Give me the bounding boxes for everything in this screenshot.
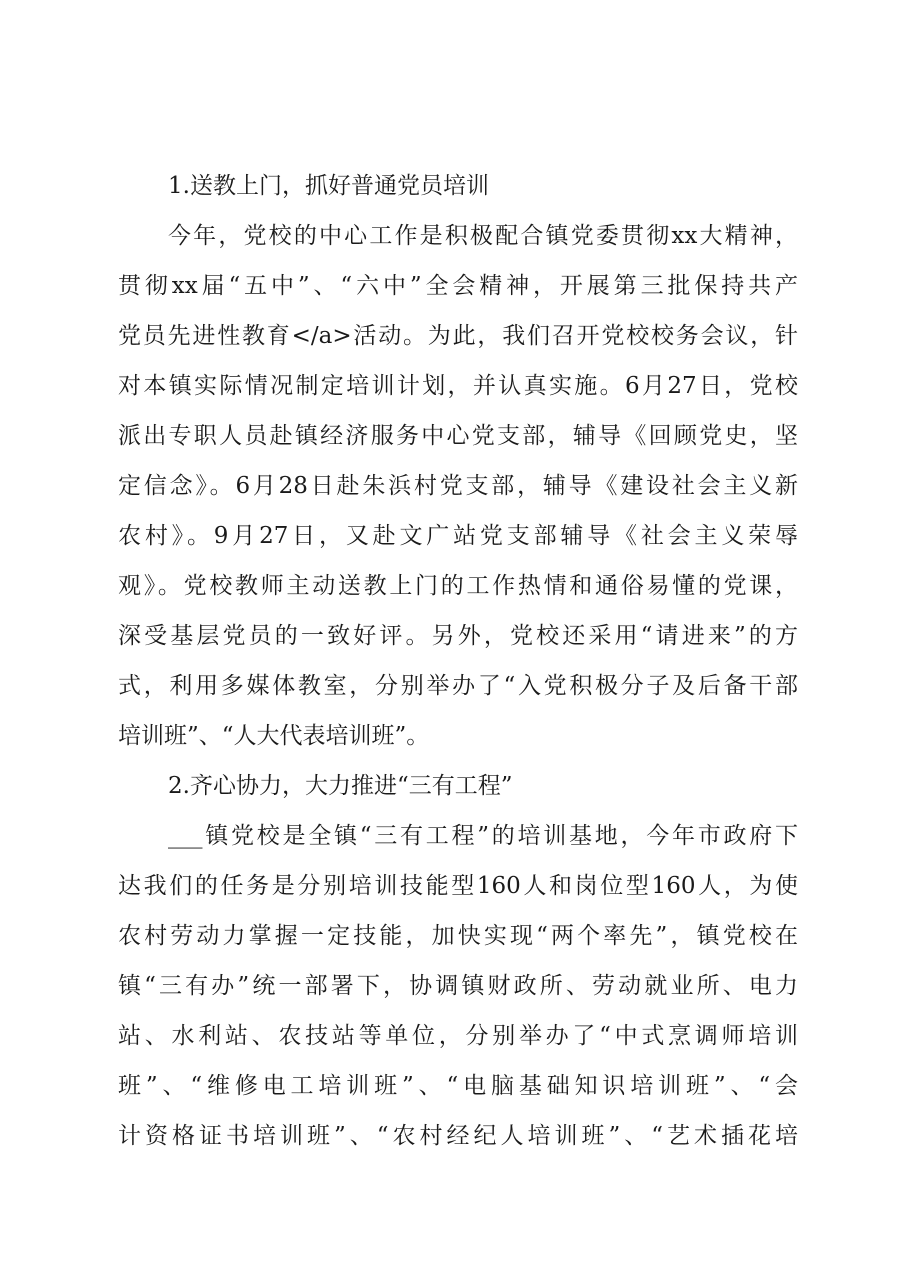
paragraph-line: 达我们的任务是分别培训技能型160人和岗位型160人，为使 xyxy=(118,873,798,899)
paragraph-line: 计资格证书培训班”、“农村经纪人培训班”、“艺术插花培 xyxy=(118,1123,798,1149)
paragraph-line: 农村劳动力掌握一定技能，加快实现“两个率先”，镇党校在 xyxy=(118,923,798,949)
paragraph-line: 派出专职人员赴镇经济服务中心党支部，辅导《回顾党史，坚 xyxy=(118,423,798,449)
paragraph-line: 深受基层党员的一致好评。另外，党校还采用“请进来”的方 xyxy=(118,623,798,649)
paragraph-line: 定信念》。6月28日赴朱浜村党支部，辅导《建设社会主义新 xyxy=(118,473,798,499)
paragraph-line: 镇“三有办”统一部署下，协调镇财政所、劳动就业所、电力 xyxy=(118,973,798,999)
paragraph-line: 对本镇实际情况制定培训计划，并认真实施。6月27日，党校 xyxy=(118,373,798,399)
paragraph-line: 党员先进性教育</a>活动。为此，我们召开党校校务会议，针 xyxy=(118,323,798,349)
paragraph-line: 农村》。9月27日，又赴文广站党支部辅导《社会主义荣辱 xyxy=(118,523,798,549)
paragraph-line: 站、水利站、农技站等单位，分别举办了“中式烹调师培训 xyxy=(118,1023,798,1049)
paragraph-line: 观》。党校教师主动送教上门的工作热情和通俗易懂的党课， xyxy=(118,573,798,599)
paragraph-line: 班”、“维修电工培训班”、“电脑基础知识培训班”、“会 xyxy=(118,1073,798,1099)
section-heading-1: 1.送教上门，抓好普通党员培训 xyxy=(168,173,489,199)
paragraph-line: 今年，党校的中心工作是积极配合镇党委贯彻xx大精神， xyxy=(168,223,798,249)
paragraph-line: 培训班”、“人大代表培训班”。 xyxy=(118,723,430,749)
paragraph-line: 式，利用多媒体教室，分别举办了“入党积极分子及后备干部 xyxy=(118,673,798,699)
section-heading-2: 2.齐心协力，大力推进“三有工程” xyxy=(168,773,513,799)
paragraph-line: 贯彻xx届“五中”、“六中”全会精神，开展第三批保持共产 xyxy=(118,273,798,299)
paragraph-line: ___镇党校是全镇“三有工程”的培训基地，今年市政府下 xyxy=(168,823,798,849)
